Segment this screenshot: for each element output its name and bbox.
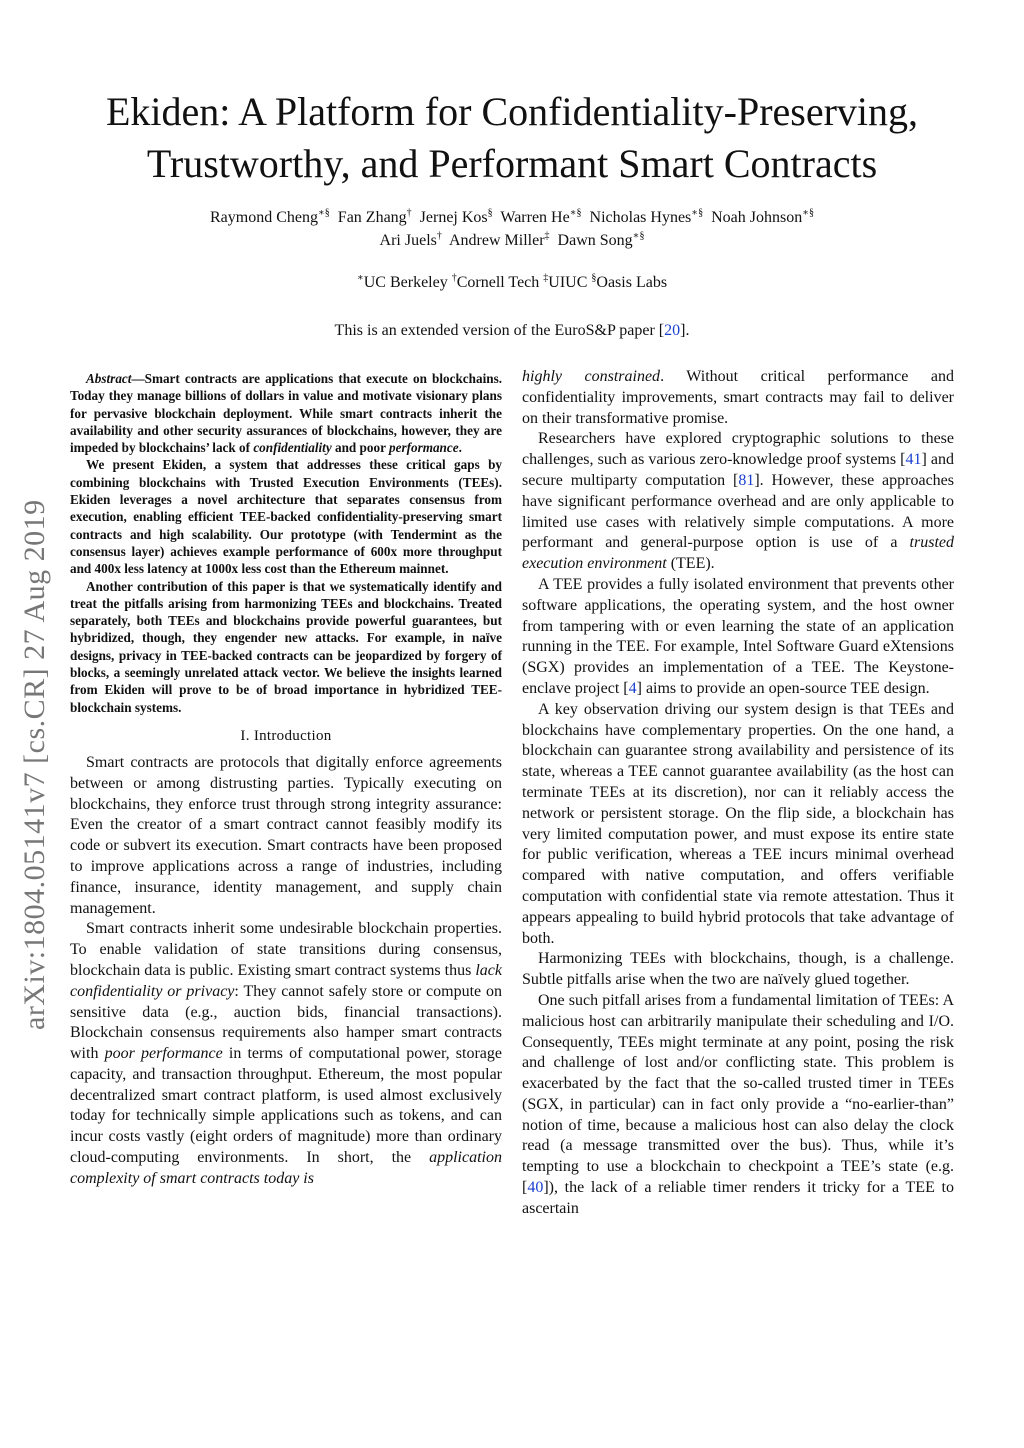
author: Raymond Cheng∗§ — [210, 207, 330, 226]
body-paragraph: highly constrained. Without critical performance and confidentiality improvements, smart contracts may fail to deliver on their transformative promise. — [522, 368, 954, 427]
body-paragraph: Researchers have explored cryptographic solutions to these challenges, such as various zero-knowledge proof systems [41] and secure multiparty computation [81]. However, these approaches have significant performance overhead and are only applicable to limited use cases with relatively simple computations. A more performant and general-purpose option is use of a trusted execution environment (TEE). — [522, 430, 954, 573]
arxiv-identifier — [18, 499, 51, 1031]
author-list — [40, 206, 984, 252]
affiliations — [40, 274, 984, 292]
section-heading: I. Introduction — [240, 727, 332, 744]
title-line-1: Ekiden: A Platform for Confidentiality-Preserving, — [105, 89, 919, 134]
author: Ari Juels† — [379, 230, 442, 249]
citation-link[interactable]: 41 — [905, 451, 922, 469]
author: Fan Zhang† — [337, 207, 412, 226]
affiliation: †Cornell Tech — [451, 272, 540, 291]
affiliation: §Oasis Labs — [591, 272, 668, 291]
body-paragraph: Harmonizing TEEs with blockchains, though, is a challenge. Subtle pitfalls arise when the two are naïvely glued together. — [522, 950, 954, 989]
author: Dawn Song∗§ — [557, 230, 645, 249]
author: Nicholas Hynes∗§ — [589, 207, 704, 226]
body-paragraph: Smart contracts inherit some undesirable blockchain properties. To enable validation of state transitions during consensus, blockchain data is public. Existing smart contract systems thus lack confidentiality or privacy: They cannot safely store or compute on sensitive data (e.g., auction bids, financial transactions). Blockchain consensus requirements also hamper smart contracts with poor performance in terms of computational power, storage capacity, and transaction throughput. Ethereum, the most popular decentralized smart contract platform, is used almost exclusively today for technically simple applications such as tokens, and can incur costs vastly (eight orders of magnitude) more than ordinary cloud-computing environments. In short, the application complexity of smart contracts today is — [70, 920, 503, 1187]
author: Warren He∗§ — [500, 207, 582, 226]
version-note: This is an extended version of the EuroS&P paper [20]. — [334, 322, 690, 339]
abstract — [70, 370, 502, 716]
body-paragraph: One such pitfall arises from a fundamental limitation of TEEs: A malicious host can arbitrarily manipulate their scheduling and I/O. Consequently, TEEs might terminate at any point, posing the risk and challenge of lost and/or conflicting state. This problem is exacerbated by the fact that the so-called trusted timer in TEEs (SGX, in particular) can in fact only provide a “no-earlier-than” notion of time, because a malicious host can also delay the clock read (a message transmitted over the bus). Thus, while it’s tempting to use a blockchain to checkpoint a TEE’s state (e.g. [40]), the lack of a reliable timer renders it tricky for a TEE to ascertain — [522, 991, 954, 1217]
paper-title — [40, 86, 984, 190]
abstract-label: Abstract — [86, 371, 132, 386]
abstract-paragraph: Abstract—Smart contracts are applications that execute on blockchains. Today they manage billions of dollars in value and motivate visionary plans for pervasive blockchain deployment. While smart contracts inherit the availability and other security assurances of blockchains, however, they are impeded by blockchains’ lack of confidentiality and poor performance. — [70, 371, 502, 456]
abstract-paragraph: Another contribution of this paper is that we systematically identify and treat the pitfalls arising from harmonizing TEEs and blockchains. Treated separately, both TEEs and blockchains provide powerful guarantees, but hybridized, though, they engender new attacks. For example, in naïve designs, privacy in TEE-backed contracts can be jeopardized by forgery of blocks, a seemingly unrelated attack vector. We believe the insights learned from Ekiden will prove to be of broad importance in hybridized TEE-blockchain systems. — [70, 578, 502, 715]
affiliation: ∗UC Berkeley — [356, 272, 448, 291]
author: Andrew Miller‡ — [449, 230, 550, 249]
body-paragraph: Smart contracts are protocols that digitally enforce agreements between or among distrusting parties. Typically executing on blockchains, they enforce trust through strong integrity assurance: Even the creator of a smart contract cannot feasibly modify its code or subvert its execution. Smart contracts have been proposed to improve applications across a range of industries, including finance, insurance, identity management, and supply chain management. — [70, 753, 502, 917]
affiliation: ‡UIUC — [543, 272, 588, 291]
intro-body — [70, 753, 502, 1190]
author: Noah Johnson∗§ — [711, 207, 814, 226]
author: Jernej Kos§ — [419, 207, 493, 226]
citation-link[interactable]: 40 — [527, 1179, 544, 1197]
citation-link[interactable]: 81 — [738, 471, 755, 489]
body-paragraph: A TEE provides a fully isolated environment that prevents other software applications, the operating system, and the host owner from tampering with or even learning the state of an application running in the TEE. For example, Intel Software Guard eXtensions (SGX) provides an implementation of a TEE. The Keystone-enclave project [4] aims to provide an open-source TEE design. — [522, 575, 954, 697]
body-paragraph: A key observation driving our system design is that TEEs and blockchains have complementary properties. On the one hand, a blockchain can guarantee strong availability and persistence of its state, whereas a TEE cannot guarantee availability (as the host can terminate TEEs at its discretion), nor can it reliably access the network or persistent storage. On the flip side, a blockchain has very limited computation power, and must expose its entire state for public verification, whereas a TEE incurs minimal overhead compared with native computation, and offers verifiable computation with confidential state via remote attestation. Thus it appears appealing to build hybrid protocols that take advantage of both. — [522, 700, 954, 947]
left-column — [70, 370, 502, 1190]
right-column — [522, 367, 954, 1220]
title-line-2: Trustworthy, and Performant Smart Contracts — [146, 141, 878, 186]
citation-link[interactable]: 20 — [664, 322, 681, 339]
citation-link[interactable]: 4 — [628, 679, 637, 697]
arxiv-identifier-text: arXiv:1804.05141v7 [cs.CR] 27 Aug 2019 — [18, 499, 51, 1030]
abstract-paragraph: We present Ekiden, a system that addresses these critical gaps by combining blockchains with Trusted Execution Environments (TEEs). Ekiden leverages a novel architecture that separates consensus from execution, enabling efficient TEE-backed confidentiality-preserving smart contracts and high scalability. Our prototype (with Tendermint as the consensus layer) achieves example performance of 600x more throughput and 400x less latency at 1000x less cost than the Ethereum mainnet. — [70, 457, 502, 577]
